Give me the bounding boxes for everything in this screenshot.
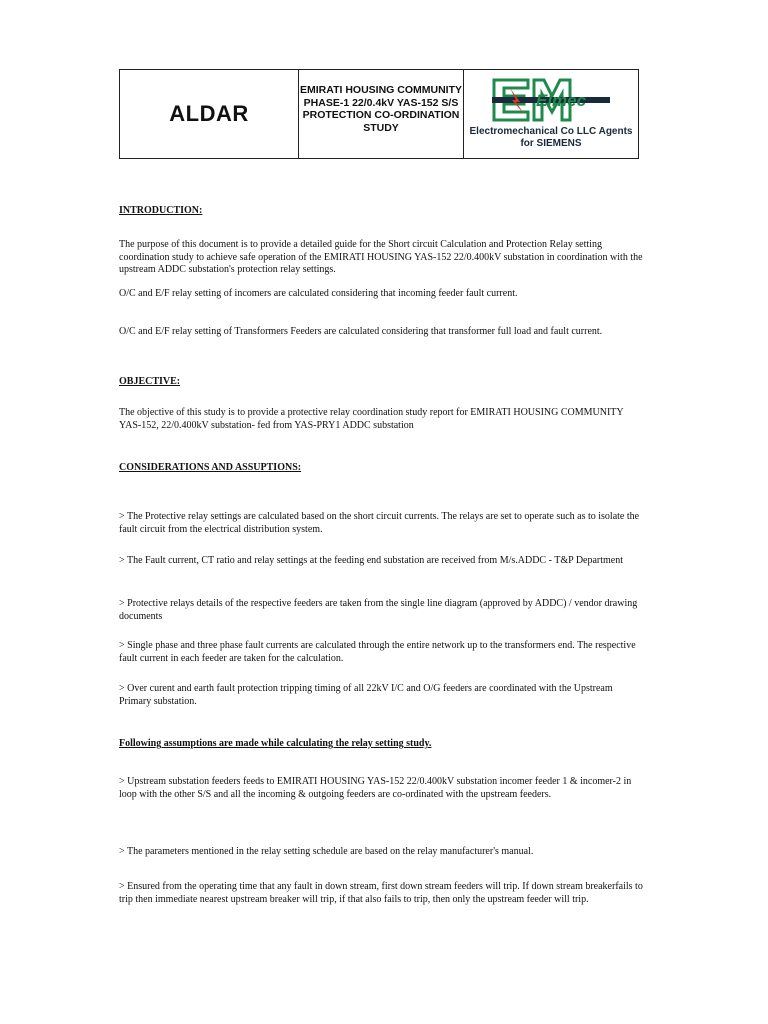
company-name: ALDAR [169, 101, 249, 126]
brand-wordmark: Elmec [536, 91, 587, 110]
elmec-logo-icon [490, 76, 612, 126]
paragraph: O/C and E/F relay setting of Transformers Feeders are calculated considering that transformer full load and fault current. [119, 326, 603, 337]
list-item: > Single phase and three phase fault currents are calculated through the entire network up to the transformers end. The respective fault current in each feeder are taken for the calculation. [119, 640, 636, 664]
list-item: > Ensured from the operating time that any fault in down stream, first down stream feeders will trip. If down stream breakerfails to trip then immediate nearest upstream breaker will trip, if that also fails to trip, then only the upstream feeder will trip. [119, 881, 643, 905]
title-line: PROTECTION CO-ORDINATION [302, 109, 460, 121]
logo-cell [464, 70, 638, 158]
list-item: > The Protective relay settings are calculated based on the short circuit currents. The relays are set to operate such as to isolate the fault circuit from the electrical distribution system. [119, 511, 640, 535]
list-item: > Protective relays details of the respective feeders are taken from the single line diagram (approved by ADDC) / vendor drawing documents [119, 598, 638, 622]
list-item: > The Fault current, CT ratio and relay settings at the feeding end substation are received from M/s.ADDC - T&P Department [119, 555, 624, 566]
paragraph: O/C and E/F relay setting of incomers are calculated considering that incoming feeder fault current. [119, 288, 518, 299]
list-item: > The parameters mentioned in the relay setting schedule are based on the relay manufacturer's manual. [119, 846, 534, 857]
section-heading-objective: OBJECTIVE: [119, 376, 181, 387]
title-line: STUDY [363, 121, 399, 134]
paragraph: The objective of this study is to provide a protective relay coordination study report for EMIRATI HOUSING COMMUNITY YAS-152, 22/0.400kV substation- fed from YAS-PRY1 ADDC substation [119, 407, 624, 431]
title-line: PHASE-1 22/0.4kV YAS-152 S/S [303, 96, 459, 109]
company-cell [120, 70, 299, 158]
document-title [299, 70, 464, 158]
section-heading-introduction: INTRODUCTION: [119, 205, 203, 216]
list-item: > Over curent and earth fault protection tripping timing of all 22kV I/C and O/G feeders are coordinated with the Upstream Primary substation. [119, 683, 613, 707]
header-table [119, 69, 639, 159]
section-heading-considerations: CONSIDERATIONS AND ASSUPTIONS: [119, 462, 302, 473]
agent-line: for SIEMENS [520, 138, 582, 149]
title-line: EMIRATI HOUSING COMMUNITY [300, 84, 462, 96]
paragraph: The purpose of this document is to provide a detailed guide for the Short circuit Calculation and Protection Relay setting coordination study to achieve safe operation of the EMIRATI HOUSING YAS-152 22/0.400kV substation in coordination with the upstream ADDC substation's protection relay settings. [119, 239, 643, 275]
list-item: > Upstream substation feeders feeds to EMIRATI HOUSING YAS-152 22/0.400kV substation incomer feeder 1 & incomer-2 in loop with the other S/S and all the incoming & outgoing feeders are co-ordinated with the upstream feeders. [119, 776, 632, 800]
agent-line: Electromechanical Co LLC Agents [469, 126, 633, 137]
section-heading-assumptions: Following assumptions are made while calculating the relay setting study. [119, 738, 432, 749]
